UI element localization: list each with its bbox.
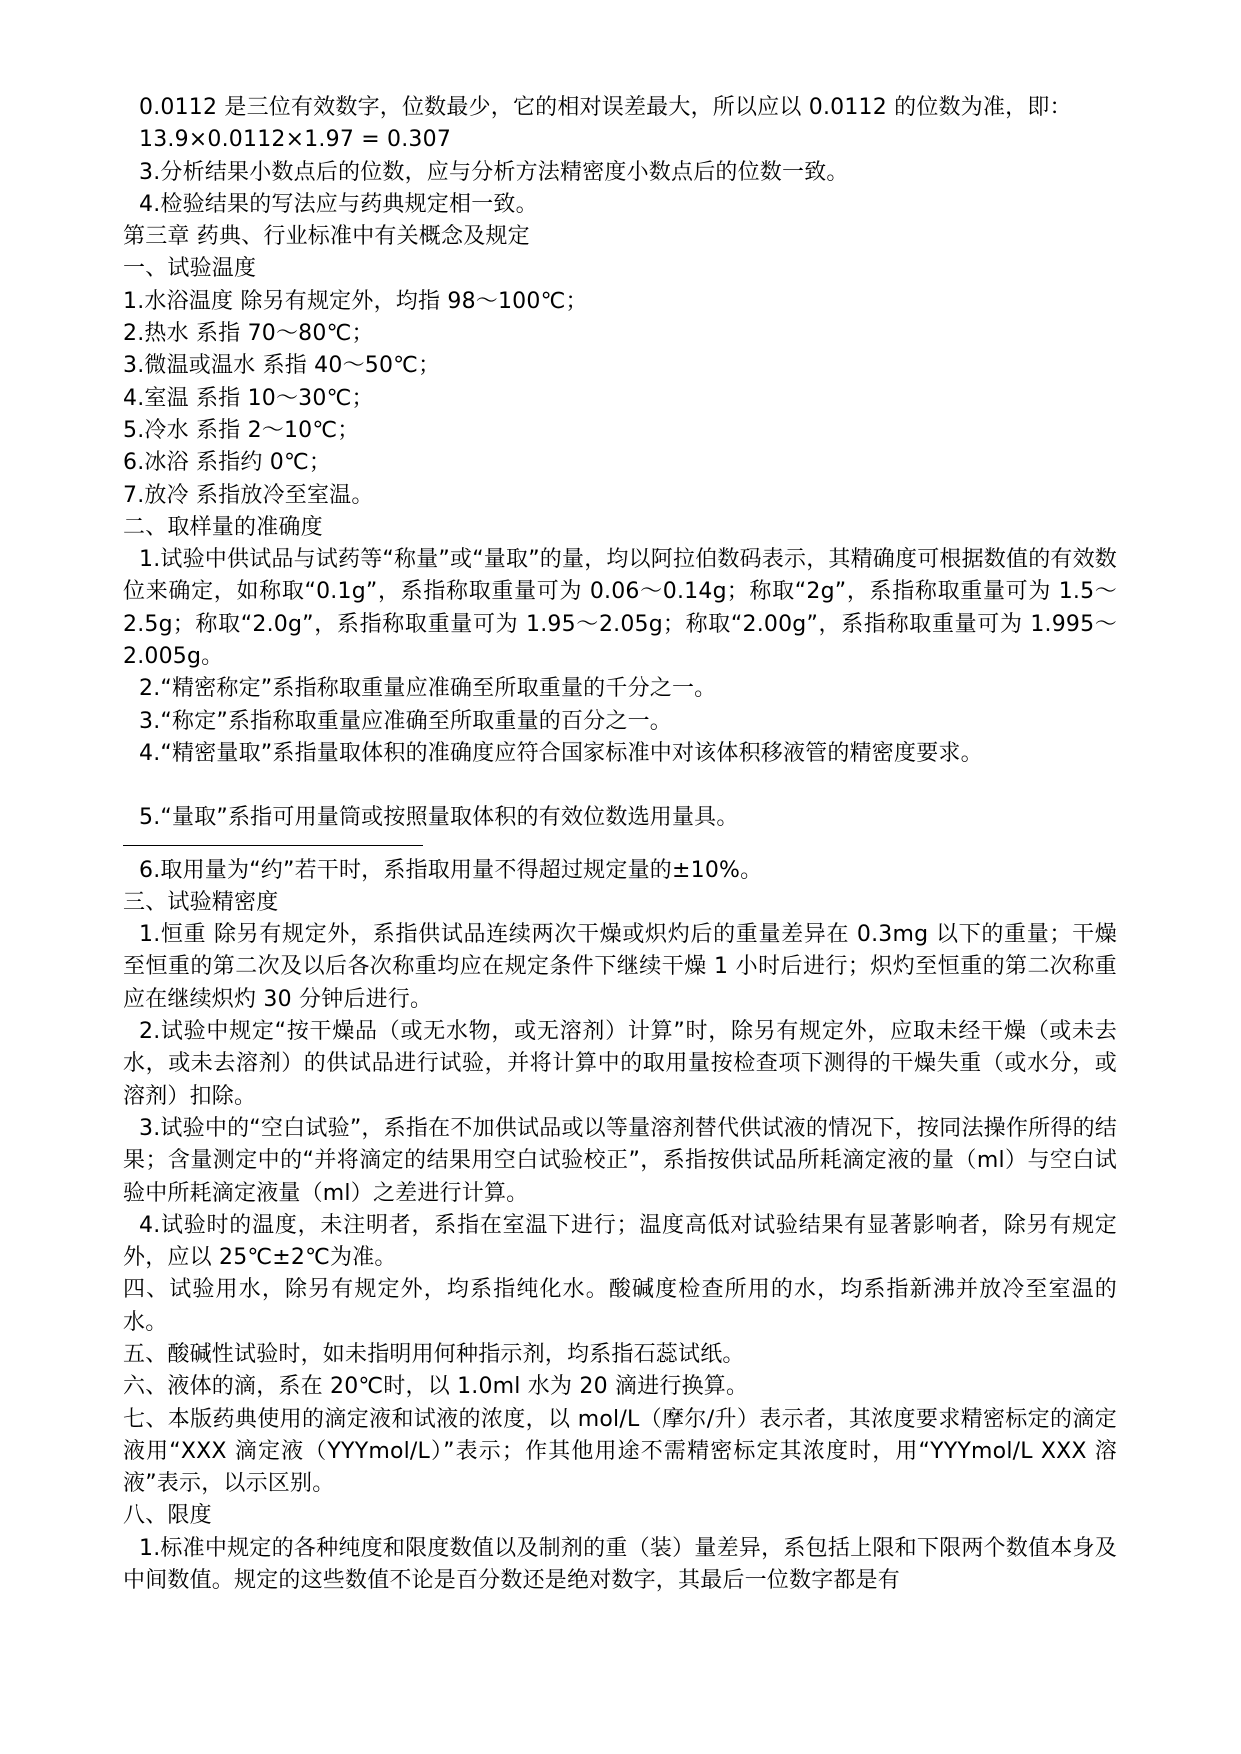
section-paragraph: 五、酸碱性试验时，如未指明用何种指示剂，均系指石蕊试纸。 bbox=[123, 1341, 745, 1367]
paragraph: 3.“称定”系指称取重量应准确至所取重量的百分之一。 bbox=[139, 708, 672, 734]
section-heading: 一、试验温度 bbox=[123, 256, 257, 282]
paragraph: 1.试验中供试品与试药等“称量”或“量取”的量，均以阿拉伯数码表示，其精确度可根据数值的有效数位来确定，如称取“0.1g”，系指称取重量可为 0.06～0.14g；称取“2g”，系指称取重量可为 1.5～2.5g；称取“2.0g”，系指称取重量可为 1.95～2.05g；称取“2.00g”，系指称取重量可为 1.995～2.005g。 bbox=[123, 547, 1117, 670]
paragraph: 4.“精密量取”系指量取体积的准确度应符合国家标准中对该体积移液管的精密度要求。 bbox=[139, 740, 983, 766]
paragraph: 4.检验结果的写法应与药典规定相一致。 bbox=[139, 191, 538, 217]
section-paragraph: 六、液体的滴，系在 20℃时，以 1.0ml 水为 20 滴进行换算。 bbox=[123, 1374, 749, 1400]
list-item: 1.水浴温度 除另有规定外，均指 98～100℃； bbox=[123, 288, 588, 314]
paragraph: 2.试验中规定“按干燥品（或无水物，或无溶剂）计算”时，除另有规定外，应取未经干燥（或未去水，或未去溶剂）的供试品进行试验，并将计算中的取用量按检查项下测得的干燥失重（或水分，或溶剂）扣除。 bbox=[123, 1019, 1117, 1109]
paragraph: 4.试验时的温度，未注明者，系指在室温下进行；温度高低对试验结果有显著影响者，除另有规定外，应以 25℃±2℃为准。 bbox=[123, 1212, 1117, 1271]
formula-line: 13.9×0.0112×1.97 = 0.307 bbox=[139, 127, 452, 153]
list-item: 3.微温或温水 系指 40～50℃； bbox=[123, 353, 441, 379]
paragraph: 3.试验中的“空白试验”，系指在不加供试品或以等量溶剂替代供试液的情况下，按同法操作所得的结果；含量测定中的“并将滴定的结果用空白试验校正”，系指按供试品所耗滴定液的量（ml）与空白试验中所耗滴定液量（ml）之差进行计算。 bbox=[123, 1115, 1117, 1206]
blank-line bbox=[123, 770, 1117, 802]
section-heading: 八、限度 bbox=[123, 1503, 212, 1529]
paragraph: 1.恒重 除另有规定外，系指供试品连续两次干燥或炽灼后的重量差异在 0.3mg 以下的重量；干燥至恒重的第二次及以后各次称重均应在规定条件下继续干燥 1 小时后进行；炽灼至恒重的第二次称重应在继续炽灼 30 分钟后进行。 bbox=[123, 922, 1117, 1012]
paragraph: 2.“精密称定”系指称取重量应准确至所取重量的千分之一。 bbox=[139, 676, 717, 702]
paragraph: 0.0112 是三位有效数字，位数最少，它的相对误差最大，所以应以 0.0112 的位数为准，即： bbox=[139, 95, 1072, 120]
list-item: 7.放冷 系指放冷至室温。 bbox=[123, 482, 374, 508]
section-paragraph: 四、试验用水，除另有规定外，均系指纯化水。酸碱度检查所用的水，均系指新沸并放冷至室温的水。 bbox=[123, 1277, 1117, 1335]
paragraph: 5.“量取”系指可用量筒或按照量取体积的有效位数选用量具。 bbox=[139, 805, 739, 831]
section-heading: 三、试验精密度 bbox=[123, 889, 279, 915]
paragraph: 3.分析结果小数点后的位数，应与分析方法精密度小数点后的位数一致。 bbox=[139, 159, 849, 185]
section-paragraph: 七、本版药典使用的滴定液和试液的浓度，以 mol/L（摩尔/升）表示者，其浓度要求精密标定的滴定液用“XXX 滴定液（YYYmol/L）”表示；作其他用途不需精密标定其浓度时，用“YYYmol/L XXX 溶液”表示，以示区别。 bbox=[123, 1406, 1117, 1497]
chapter-heading: 第三章 药典、行业标准中有关概念及规定 bbox=[123, 224, 530, 250]
paragraph: 6.取用量为“约”若干时，系指取用量不得超过规定量的±10%。 bbox=[139, 857, 763, 883]
list-item: 5.冷水 系指 2～10℃； bbox=[123, 417, 360, 443]
footnote-separator bbox=[123, 845, 423, 846]
section-heading: 二、取样量的准确度 bbox=[123, 514, 323, 540]
list-item: 6.冰浴 系指约 0℃； bbox=[123, 450, 332, 476]
list-item: 2.热水 系指 70～80℃； bbox=[123, 321, 374, 347]
document-body bbox=[123, 92, 1117, 1597]
list-item: 4.室温 系指 10～30℃； bbox=[123, 385, 374, 411]
paragraph: 1.标准中规定的各种纯度和限度数值以及制剂的重（装）量差异，系包括上限和下限两个数值本身及中间数值。规定的这些数值不论是百分数还是绝对数字，其最后一位数字都是有 bbox=[123, 1535, 1117, 1594]
